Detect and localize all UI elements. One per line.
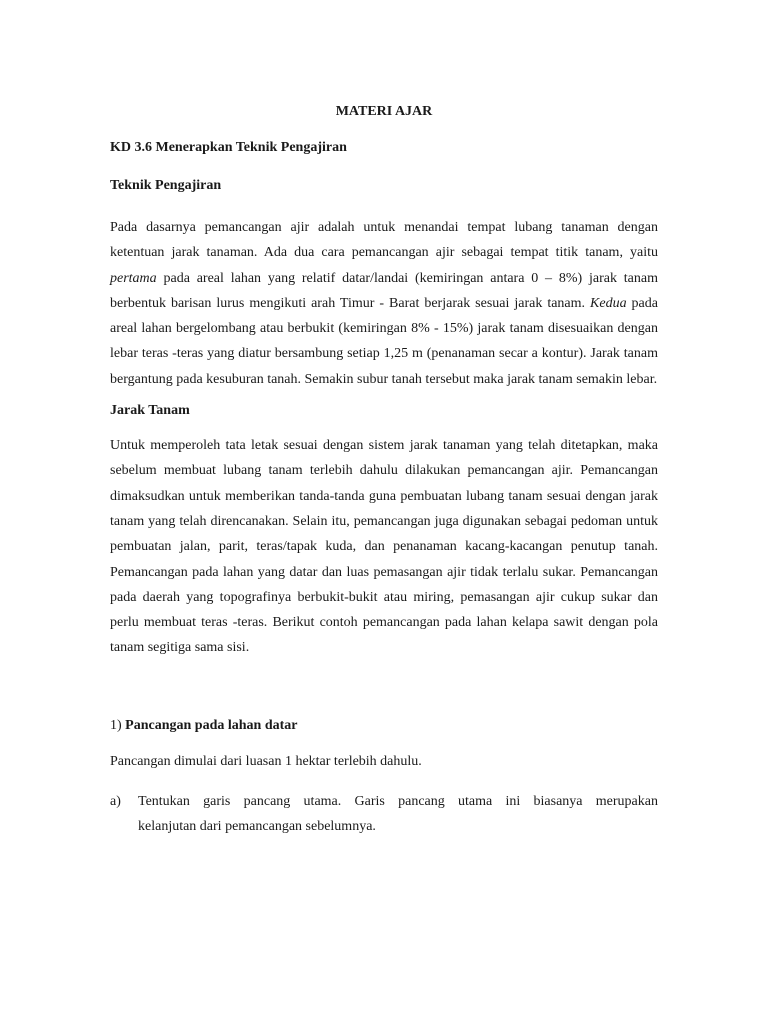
list-item-text: Tentukan garis pancang utama. Garis pancang utama ini biasanya merupakan (138, 793, 658, 809)
list-item-text-continued: kelanjutan dari pemancangan sebelumnya. (138, 818, 376, 834)
paragraph-teknik-pengajiran (110, 215, 658, 392)
paragraph-text: pada areal lahan bergelombang atau berbukit (kemiringan 8% - 15%) jarak tanam disesuaikan dengan lebar teras -teras yang diatur bersambung setiap 1,25 m (penanaman secar a kontur). Jarak tanam bergantung pada kesuburan tanah. Semakin subur tanah tersebut maka jarak tanam semakin lebar. (110, 295, 658, 387)
paragraph-text: Pada dasarnya pemancangan ajir adalah untuk menandai tempat lubang tanaman dengan ketentuan jarak tanaman. Ada dua cara pemancangan ajir sebagai tempat titik tanam, yaitu (110, 220, 658, 261)
italic-term-kedua: Kedua (590, 295, 627, 311)
document-title: MATERI AJAR (335, 104, 433, 119)
paragraph-jarak-tanam: Untuk memperoleh tata letak sesuai dengan sistem jarak tanaman yang telah ditetapkan, maka sebelum membuat lubang tanam terlebih dahulu dilakukan pemancangan ajir. Pemancangan dimaksudkan untuk memberikan tanda-tanda guna pembuatan lubang tanam sesuai dengan jarak tanam yang telah direncanakan. Selain itu, pemancangan juga digunakan sebagai pedoman untuk pembuatan jalan, parit, teras/tapak kuda, dan penanaman kacang-kacangan penutup tanah. Pemancangan pada lahan yang datar dan luas pemasangan ajir tidak terlalu sukar. Pemancangan pada daerah yang topografinya berbukit-bukit atau miring, pemasangan ajir cukup sukar dan perlu membuat teras -teras. Berikut contoh pemancangan pada lahan kelapa sawit dengan pola tanam segitiga sama sisi. (110, 438, 658, 656)
italic-term-pertama: pertama (110, 270, 157, 286)
intro-pancangan: Pancangan dimulai dari luasan 1 hektar terlebih dahulu. (110, 753, 422, 769)
blank-space (110, 672, 658, 717)
heading-pancangan-lahan-datar: Pancangan pada lahan datar (125, 717, 298, 733)
heading-number: 1) (110, 717, 122, 733)
list-marker: a) (110, 793, 121, 809)
document-page (110, 103, 658, 839)
list-item-a (110, 789, 658, 814)
kd-heading: KD 3.6 Menerapkan Teknik Pengajiran (110, 140, 347, 155)
section-heading-teknik-pengajiran: Teknik Pengajiran (110, 178, 222, 193)
paragraph-text: pada areal lahan yang relatif datar/landai (kemiringan antara 0 – 8%) jarak tanam berbentuk barisan lurus mengikuti arah Timur - Barat berjarak sesuai jarak tanam. (110, 270, 658, 311)
section-heading-jarak-tanam: Jarak Tanam (110, 403, 190, 419)
numbered-heading (110, 717, 658, 735)
